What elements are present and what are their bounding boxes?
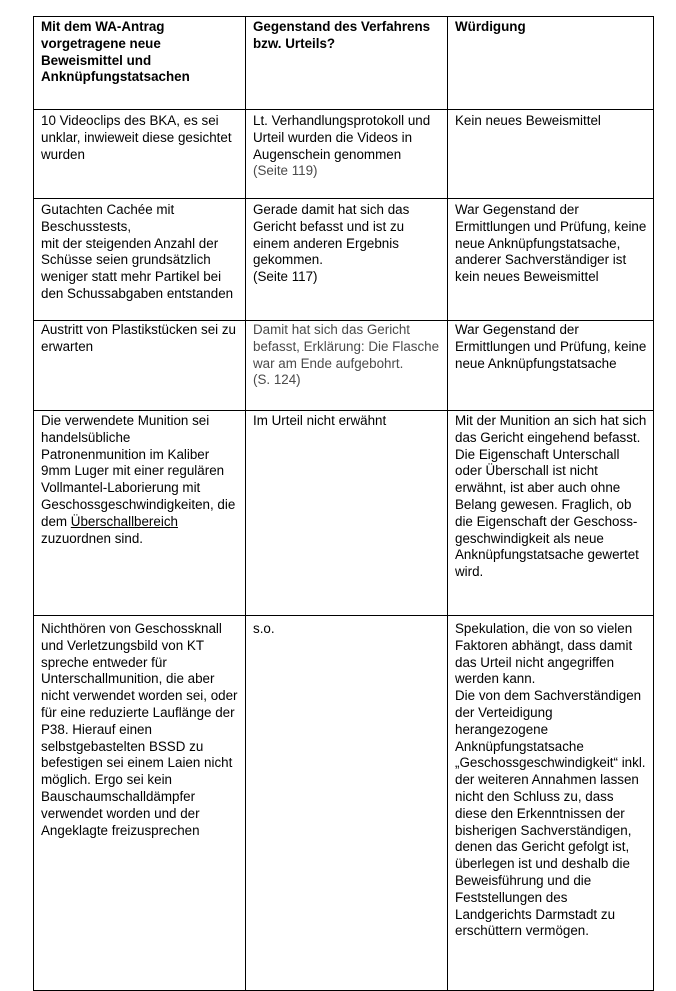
table-row [34,616,654,991]
header-evidence: Mit dem WA-Antrag vorgetragene neue Beweismittel und Anknüpfungstatsachen [34,17,246,110]
table-row [34,199,654,321]
header-assessment: Würdigung [448,17,654,110]
cell-subject [246,199,448,321]
table-header-row [34,17,654,110]
cell-assessment: Kein neues Beweismittel [448,110,654,199]
cell-evidence-text-end: zuzuordnen sind. [41,530,143,546]
cell-evidence: 10 Videoclips des BKA, es sei unklar, inwieweit diese gesichtet wurden [34,110,246,199]
cell-evidence [34,411,246,616]
cell-evidence-title: Gutachten Cachée mit Beschusstests, [41,202,175,234]
page-reference: (Seite 119) [253,163,318,179]
cell-subject: Im Urteil nicht erwähnt [246,411,448,616]
cell-assessment-text: Spekulation, die von so vielen Faktoren abhängt, dass damit das Urteil nicht angegriffen werden kann. [455,621,633,687]
cell-evidence-text: Die verwendete Munition sei handelsübliche Patronenmunition im Kaliber 9mm Luger mit einer regulären Vollmantel-Laborierung mit Geschossgeschwindigkeiten, die dem [41,413,236,529]
cell-assessment: Mit der Munition an sich hat sich das Gericht eingehend befasst. Die Eigenschaft Unterschall oder Überschall ist nicht erwähnt, ist aber auch ohne Belang gewesen. Fraglich, ob die Eigenschaft der Geschoss-geschwindigkeit als neue Anknüpfungstatsache gewertet wird. [448,411,654,616]
cell-assessment: War Gegenstand der Ermittlungen und Prüfung, keine neue Anknüpfungstatsache, anderer Sachverständiger ist kein neues Beweismittel [448,199,654,321]
cell-subject-text: Damit hat sich das Gericht befasst, Erklärung: Die Flasche war am Ende aufgebohrt. [253,322,440,371]
cell-subject [246,110,448,199]
cell-subject-text: Gerade damit hat sich das Gericht befasst und ist zu einem anderen Ergebnis gekommen. [253,202,410,268]
cell-assessment [448,616,654,991]
cell-assessment: War Gegenstand der Ermittlungen und Prüfung, keine neue Anknüpfungstatsache [448,321,654,411]
evidence-table [33,16,654,991]
underlined-term: Überschallbereich [70,513,178,529]
cell-subject [246,321,448,411]
cell-evidence: Austritt von Plastikstücken sei zu erwarten [34,321,246,411]
table-row [34,411,654,616]
table-row [34,321,654,411]
header-subject: Gegenstand des Verfahrens bzw. Urteils? [246,17,448,110]
cell-assessment-text-2: Die von dem Sachverständigen der Verteidigung herangezogene Anknüpfungstatsache „Geschossgeschwindigkeit“ inkl. der weiteren Annahmen lassen nicht den Schluss zu, dass diese den Erkenntnissen der bisherigen Sachverständigen, denen das Gericht gefolgt ist, überlegen ist und deshalb die Beweisführung und die Feststellungen des Landgerichts Darmstadt zu erschüttern vermögen. [455,688,646,939]
table-row [34,110,654,199]
cell-subject: s.o. [246,616,448,991]
cell-evidence [34,199,246,321]
cell-evidence-text: mit der steigenden Anzahl der Schüsse seien grundsätzlich weniger statt mehr Partikel bei den Schussabgaben entstanden [41,235,234,301]
cell-subject-text: Lt. Verhandlungsprotokoll und Urteil wurden die Videos in Augenschein genommen [253,113,431,162]
page-reference: (Seite 117) [253,269,318,285]
page-reference: (S. 124) [253,372,301,388]
document-page [33,16,654,991]
cell-evidence: Nichthören von Geschossknall und Verletzungsbild von KT spreche entweder für Unterschallmunition, die aber nicht verwendet worden sei, oder für eine reduzierte Lauflänge der P38. Hierauf einen selbstgebastelten BSSD zu befestigen sei einem Laien nicht möglich. Ergo sei kein Bauschaumschalldämpfer verwendet worden und der Angeklagte freizusprechen [34,616,246,991]
